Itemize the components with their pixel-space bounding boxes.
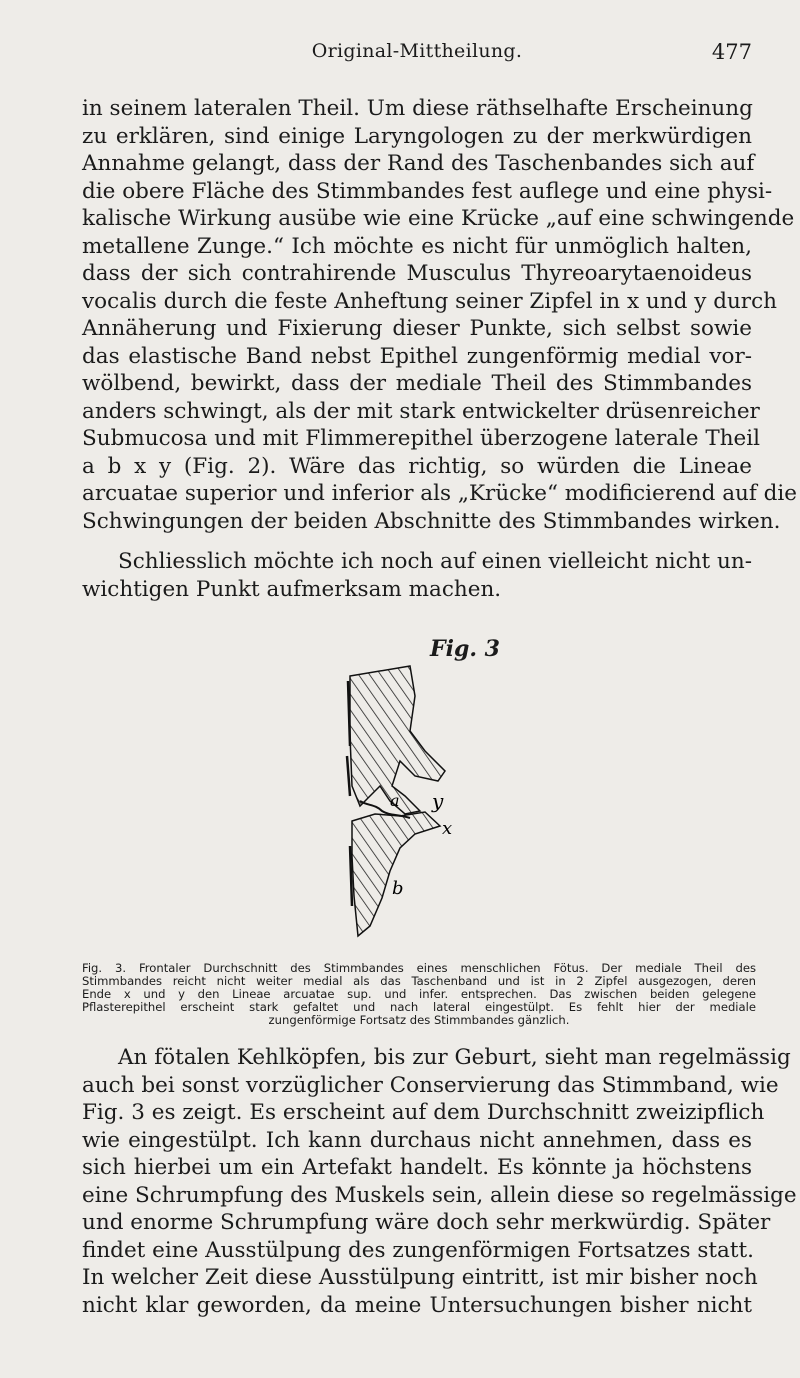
text-line: eine Schrumpfung des Muskels sein, allein diese so regelmässige xyxy=(82,1182,797,1208)
text-line: findet eine Ausstülpung des zungenförmigen Fortsatzes statt. xyxy=(82,1237,754,1263)
figure-3 xyxy=(320,636,500,956)
text-line: Annäherung und Fixierung dieser Punkte, sich selbst sowie xyxy=(82,316,752,341)
caption-line: Stimmbandes reicht nicht weiter medial als das Taschenband und ist in 2 Zipfel ausgezogen, deren xyxy=(82,974,756,988)
text-line: In welcher Zeit diese Ausstülpung eintritt, ist mir bisher noch xyxy=(82,1265,758,1290)
page-header xyxy=(82,40,752,70)
text-line: a b x y (Fig. 2). Wäre das richtig, so würden die Lineae xyxy=(82,453,752,479)
text-line: das elastische Band nebst Epithel zungenförmig medial vor- xyxy=(82,343,752,369)
caption-line: Pflasterepithel erscheint stark gefaltet und nach lateral eingestülpt. Es fehlt hier der mediale xyxy=(82,1000,756,1014)
figure-caption xyxy=(82,962,756,1027)
text-line: Schwingungen der beiden Abschnitte des Stimmbandes wirken. xyxy=(82,508,781,534)
label-b: b xyxy=(392,878,404,899)
figure-label: Fig. 3 xyxy=(430,636,500,662)
caption-line: Ende x und y den Lineae arcuatae sup. und infer. entsprechen. Das zwischen beiden gelegene xyxy=(82,987,756,1001)
text-line: Schliesslich möchte ich noch auf einen vielleicht nicht un- xyxy=(118,549,752,574)
running-head: Original-Mittheilung. xyxy=(311,40,523,62)
lower-tissue-section xyxy=(352,812,440,936)
page-number: 477 xyxy=(711,40,752,64)
text-line: arcuatae superior und inferior als „Krücke“ modificierend auf die xyxy=(82,481,798,506)
text-line: dass der sich contrahirende Musculus Thyreoarytaenoideus xyxy=(82,261,752,286)
text-line: An fötalen Kehlköpfen, bis zur Geburt, sieht man regelmässig xyxy=(118,1045,791,1070)
text-line: nicht klar geworden, da meine Untersuchungen bisher nicht xyxy=(82,1292,752,1318)
caption-line: Fig. 3. Frontaler Durchschnitt des Stimmbandes eines menschlichen Fötus. Der mediale Theil des xyxy=(82,961,756,975)
figure-3-drawing xyxy=(320,636,500,956)
text-line: die obere Fläche des Stimmbandes fest auflege und eine physi- xyxy=(82,178,773,204)
text-line: sich hierbei um ein Artefakt handelt. Es könnte ja höchstens xyxy=(82,1155,752,1180)
text-line: und enorme Schrumpfung wäre doch sehr merkwürdig. Später xyxy=(82,1210,771,1235)
caption-line: zungenförmige Fortsatz des Stimmbandes gänzlich. xyxy=(268,1013,570,1027)
text-line: kalische Wirkung ausübe wie eine Krücke „auf eine schwingende xyxy=(82,206,795,231)
text-line: Annahme gelangt, dass der Rand des Taschenbandes sich auf xyxy=(82,151,755,176)
body-paragraph-2 xyxy=(82,548,752,603)
text-line: zu erklären, sind einige Laryngologen zu der merkwürdigen xyxy=(82,123,752,149)
text-line: wichtigen Punkt aufmerksam machen. xyxy=(82,576,502,602)
text-line: Submucosa und mit Flimmerepithel überzogene laterale Theil xyxy=(82,426,761,451)
text-line: wie eingestülpt. Ich kann durchaus nicht annehmen, dass es xyxy=(82,1127,752,1153)
label-x: x xyxy=(442,818,453,839)
label-a: a xyxy=(390,791,400,810)
body-paragraph-1 xyxy=(82,95,798,535)
text-line: vocalis durch die feste Anheftung seiner Zipfel in x und y durch xyxy=(82,288,777,314)
text-line: in seinem lateralen Theil. Um diese räthselhafte Erscheinung xyxy=(82,96,753,121)
text-line: metallene Zunge.“ Ich möchte es nicht für unmöglich halten, xyxy=(82,233,752,259)
body-paragraph-3 xyxy=(82,1044,797,1319)
text-line: anders schwingt, als der mit stark entwickelter drüsenreicher xyxy=(82,398,760,424)
text-line: auch bei sonst vorzüglicher Conservierung das Stimmband, wie xyxy=(82,1072,779,1098)
text-line: wölbend, bewirkt, dass der mediale Theil des Stimmbandes xyxy=(82,371,752,396)
text-line: Fig. 3 es zeigt. Es erscheint auf dem Durchschnitt zweizipflich xyxy=(82,1100,765,1125)
label-y: y xyxy=(432,789,444,813)
